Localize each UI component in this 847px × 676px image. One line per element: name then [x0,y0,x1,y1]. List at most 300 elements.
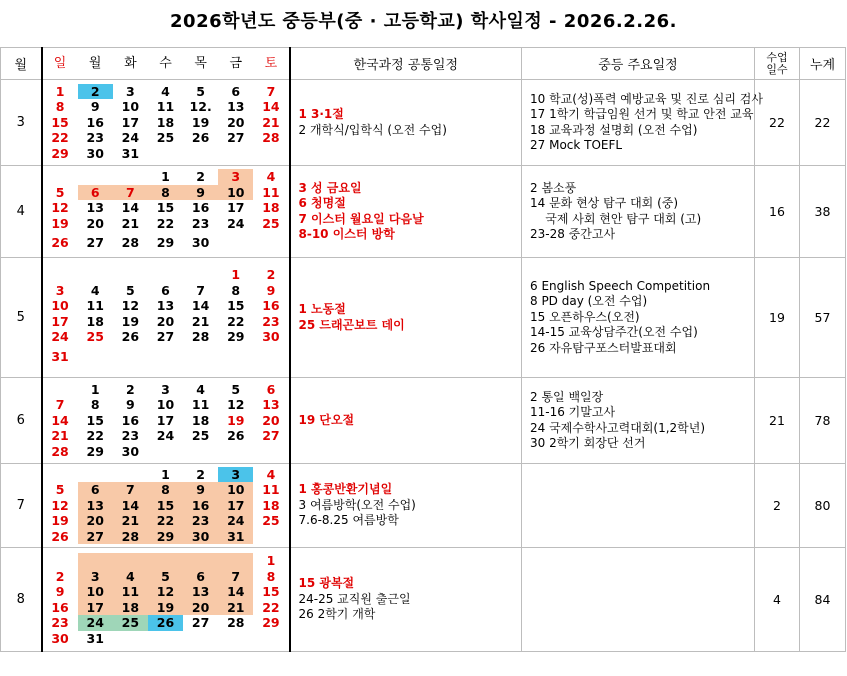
calendar-day: 28 [262,130,280,146]
weekday-mon: 월 [88,56,102,71]
calendar-day [148,553,183,569]
calendar-day: 26 [148,615,183,631]
calendar-week [43,513,289,529]
calendar-day: 24 [156,428,175,444]
calendar-day [43,553,78,569]
calendar-day: 22 [86,428,104,444]
middle-event: 23-28 중간고사 [530,227,616,241]
calendar-day [218,631,253,647]
calendar-day: 8 [231,282,241,298]
cumulative-header: 누계 [800,48,846,80]
calendar-day: 14 [218,584,253,600]
calendar-day: 24 [218,513,253,529]
calendar-day: 25 [86,329,104,345]
month-row [1,166,846,258]
calendar-week [43,569,289,585]
calendar-week [43,267,289,283]
calendar-day [113,267,148,283]
calendar-day: 4 [266,466,276,482]
calendar-day [253,529,288,545]
cumulative-value: 57 [800,258,846,378]
month-calendar-grid [42,548,290,652]
month-row [1,378,846,464]
calendar-day: 27 [156,329,175,345]
calendar-day: 4 [113,569,148,585]
middle-event: 2 봄소풍 [530,180,577,195]
calendar-week [43,115,289,131]
header-row [1,48,846,80]
calendar-day: 29 [148,529,183,545]
month-row [1,464,846,548]
calendar-day [183,267,218,283]
month-label: 8 [1,548,42,652]
calendar-day: 12 [121,298,140,314]
middle-schedule-cell [522,464,755,548]
holiday-event: 1 3·1절 [298,107,344,121]
holiday-event: 15 광복절 [298,576,355,591]
calendar-day: 20 [156,313,175,329]
middle-schedule-cell [522,548,755,652]
calendar-day: 11 [191,397,210,413]
calendar-day: 21 [191,313,210,329]
calendar-week [43,444,289,460]
calendar-day: 22 [51,130,69,146]
calendar-day: 8 [55,99,65,115]
calendar-day: 26 [191,130,210,146]
calendar-day: 6 [161,282,170,298]
holiday-event: 19 단오절 [298,412,355,427]
calendar-day: 18 [156,114,175,130]
calendar-week [43,130,289,146]
calendar-day: 4 [90,282,100,298]
calendar-day [148,444,183,460]
calendar-day: 7 [113,185,148,201]
common-event: 2 개학식/입학식 (오전 수업) [298,122,447,137]
weekday-tue: 화 [124,56,137,71]
middle-event: 8 PD day (오전 수업) [530,294,648,309]
calendar-day: 11 [262,184,280,200]
calendar-day: 13 [183,584,218,600]
month-calendar-grid [42,80,290,166]
calendar-day: 12. [189,99,212,115]
class-days-value: 22 [755,80,800,166]
calendar-day [43,267,78,283]
calendar-day [183,444,218,460]
middle-event: 2 통일 백일장 [530,389,604,404]
calendar-day: 15 [227,298,245,314]
calendar-day: 13 [262,397,280,413]
calendar-day: 7 [196,282,205,298]
month-calendar-grid [42,166,290,258]
month-label: 5 [1,258,42,378]
calendar-day: 25 [191,428,210,444]
middle-schedule-header: 중등 주요일정 [522,48,755,80]
calendar-day: 8 [148,185,183,201]
calendar-day: 2 [55,568,65,584]
calendar-day: 11 [86,298,104,314]
weekday-wed: 수 [159,56,172,71]
calendar-day: 2 [196,169,205,184]
calendar-day: 21 [121,215,140,231]
class-days-value: 4 [755,548,800,652]
middle-event: 14-15 교육상담주간(오전 수업) [530,325,698,340]
calendar-day: 30 [86,145,104,161]
middle-event: 24 국제수학사고력대회(1,2학년) [530,420,706,435]
calendar-day [183,553,218,569]
holiday-event: 8-10 이스터 방학 [298,227,395,241]
calendar-day: 27 [86,235,104,250]
calendar-day: 25 [262,215,280,231]
common-schedule-cell [290,80,522,166]
calendar-week [43,529,289,545]
calendar-day: 3 [78,569,113,585]
month-calendar-grid [42,464,290,548]
calendar-day: 5 [126,282,135,298]
calendar-day: 6 [78,185,113,201]
common-schedule-cell [290,548,522,652]
calendar-day [78,553,113,569]
weekday-header [42,48,290,80]
calendar-day: 29 [51,145,69,161]
class-days-value: 19 [755,258,800,378]
calendar-day: 1 [266,553,276,568]
calendar-day: 6 [183,569,218,585]
month-row [1,258,846,378]
calendar-day [148,146,183,162]
calendar-day: 26 [51,235,69,250]
calendar-day: 19 [51,513,69,529]
calendar-day: 18 [262,200,280,215]
cumulative-value: 22 [800,80,846,166]
middle-event: 26 자유탐구포스터발표대회 [530,340,677,355]
calendar-week [43,345,289,368]
calendar-day: 31 [121,145,140,161]
calendar-day: 7 [266,83,276,99]
calendar-day: 19 [191,114,210,130]
calendar-day: 2 [196,466,205,482]
calendar-day: 17 [218,498,253,514]
calendar-day: 10 [51,298,69,314]
calendar-day: 13 [156,298,175,314]
month-row [1,80,846,166]
calendar-day: 17 [156,412,175,428]
holiday-event: 25 드래곤보트 데이 [298,317,405,332]
common-event: 3 여름방학(오전 수업) [298,497,416,512]
calendar-day: 19 [227,412,245,428]
calendar-week [43,216,289,232]
calendar-day: 14 [191,298,210,314]
calendar-day: 3 [218,169,253,185]
calendar-day: 24 [51,329,69,345]
calendar-day: 27 [78,529,113,545]
calendar-week [43,428,289,444]
middle-event: 30 2학기 회장단 선거 [530,436,646,450]
weekday-sat: 토 [264,56,278,71]
calendar-day: 9 [183,185,218,201]
calendar-day: 14 [262,99,280,115]
class-days-value: 21 [755,378,800,464]
middle-event: 27 Mock TOEFL [530,138,623,152]
calendar-week [43,185,289,201]
calendar-day: 25 [113,615,148,631]
calendar-day: 28 [113,529,148,545]
calendar-day: 11 [113,584,148,600]
weekday-fri: 금 [229,56,243,71]
class-days-value: 16 [755,166,800,258]
calendar-week [43,298,289,314]
calendar-day: 1 [161,466,170,482]
calendar-day [113,631,148,647]
calendar-day: 24 [227,215,245,231]
calendar-day: 20 [227,114,245,130]
calendar-day: 17 [121,114,140,130]
calendar-day: 20 [78,513,113,529]
calendar-day: 21 [262,114,280,130]
calendar-day [218,146,253,162]
calendar-day: 20 [262,412,280,428]
calendar-day: 22 [148,513,183,529]
calendar-day: 14 [121,200,140,215]
calendar-day: 11 [156,99,175,115]
month-header: 월 [1,48,42,80]
calendar-week [43,584,289,600]
calendar-week [43,314,289,330]
calendar-day [43,169,78,185]
calendar-day: 23 [262,313,280,329]
middle-event: 6 English Speech Competition [530,278,711,293]
calendar-week [43,99,289,115]
calendar-day: 3 [161,381,170,397]
month-calendar-grid [42,378,290,464]
calendar-day: 15 [148,498,183,514]
calendar-day: 27 [262,428,280,444]
calendar-day: 16 [86,114,104,130]
calendar-day: 22 [156,215,175,231]
calendar-day: 12 [148,584,183,600]
calendar-day: 26 [227,428,245,444]
calendar-day: 10 [78,584,113,600]
calendar-day: 2 [78,84,113,100]
calendar-day: 15 [262,584,280,599]
calendar-day: 22 [262,599,280,615]
calendar-day: 13 [78,498,113,514]
holiday-event: 1 노동절 [298,302,346,316]
calendar-day [253,146,288,162]
calendar-week [43,498,289,514]
calendar-day: 5 [196,83,205,99]
calendar-week [43,397,289,413]
calendar-week [43,615,289,631]
calendar-day: 9 [55,584,65,599]
calendar-day: 8 [266,568,276,584]
calendar-week [43,482,289,498]
middle-schedule-cell [522,80,763,166]
calendar-day: 7 [55,397,65,413]
calendar-day [218,553,253,569]
holiday-event: 6 청명절 [298,196,346,210]
common-schedule-cell [290,166,522,258]
page-title: 2026학년도 중등부(중 · 고등학교) 학사일정 - 2026.2.26. [170,11,677,32]
cumulative-value: 80 [800,464,846,548]
calendar-day: 7 [218,569,253,585]
calendar-day: 10 [218,482,253,498]
calendar-day [78,267,113,283]
calendar-day: 29 [262,615,280,630]
calendar-day: 26 [51,528,69,544]
calendar-day: 24 [121,130,140,146]
calendar-day: 9 [266,282,276,298]
calendar-day: 16 [191,200,210,215]
calendar-day: 23 [86,130,104,146]
calendar-week [43,146,289,162]
calendar-day: 5 [148,569,183,585]
calendar-day: 2 [266,267,276,283]
calendar-day: 18 [86,313,104,329]
calendar-day: 17 [227,200,245,215]
calendar-day: 31 [86,630,104,646]
calendar-week [43,200,289,216]
calendar-day: 21 [113,513,148,529]
calendar-day [253,444,288,460]
calendar-day: 19 [51,215,69,231]
calendar-day: 31 [51,348,69,364]
calendar-day: 29 [86,443,104,459]
calendar-day: 14 [113,498,148,514]
calendar-day: 18 [113,600,148,616]
calendar-day: 15 [156,200,175,215]
holiday-event: 7 이스터 월요일 다음날 [298,211,424,226]
common-schedule-cell [290,464,522,548]
calendar-day: 17 [78,600,113,616]
calendar-day: 28 [51,443,69,459]
calendar-week [43,413,289,429]
calendar-day: 10 [156,397,175,413]
middle-schedule-cell [522,378,755,464]
calendar-day: 4 [196,381,205,397]
calendar-day: 9 [126,397,135,413]
calendar-week [43,169,289,185]
month-label: 4 [1,166,42,258]
calendar-day: 13 [227,99,245,115]
calendar-day: 8 [148,482,183,498]
calendar-week [43,382,289,398]
calendar-day: 22 [227,313,245,329]
calendar-day: 15 [51,114,69,130]
weekday-sun: 일 [53,56,67,71]
common-schedule-header: 한국과정 공통일정 [290,48,522,80]
calendar-day: 18 [191,412,210,428]
calendar-day: 3 [126,83,135,99]
calendar-day: 4 [161,83,170,99]
calendar-day: 18 [262,497,280,513]
common-event: 26 2학기 개학 [298,607,376,622]
middle-event: 14 문화 현상 탐구 대회 (중) [530,196,679,210]
calendar-day: 30 [51,630,69,646]
cumulative-value: 78 [800,378,846,464]
middle-schedule-cell [522,166,755,258]
calendar-day: 5 [55,184,65,200]
calendar-day [43,382,78,398]
calendar-day: 20 [86,215,104,231]
calendar-day: 9 [183,482,218,498]
calendar-day [253,631,288,647]
calendar-day: 23 [183,513,218,529]
calendar-week [43,84,289,100]
calendar-day: 21 [51,428,69,444]
month-label: 3 [1,80,42,166]
academic-calendar-table [0,47,846,652]
calendar-day: 26 [121,329,140,345]
calendar-week [43,231,289,254]
calendar-day: 29 [227,329,245,345]
middle-event: 10 학교(성)폭력 예방교육 및 진로 심리 검사 [530,91,763,106]
calendar-week [43,283,289,299]
calendar-day [183,631,218,647]
cumulative-value: 84 [800,548,846,652]
calendar-day: 4 [266,169,276,184]
calendar-week [43,553,289,569]
calendar-day: 7 [113,482,148,498]
middle-event: 17 1학기 학급임원 선거 및 학교 안전 교육 [530,107,754,121]
calendar-day: 17 [51,313,69,329]
calendar-day: 5 [55,482,65,498]
calendar-day: 30 [191,235,210,250]
common-event: 24-25 교직원 출근일 [298,591,411,606]
common-event: 7.6-8.25 여름방학 [298,513,399,528]
calendar-day: 16 [183,498,218,514]
month-calendar-grid [42,258,290,378]
calendar-day: 16 [262,298,280,314]
calendar-day: 31 [218,529,253,545]
middle-event: 18 교육과정 설명회 (오전 수업) [530,122,698,137]
calendar-day: 30 [262,329,280,345]
calendar-day: 8 [90,397,100,413]
calendar-day: 28 [121,235,140,250]
calendar-day: 23 [121,428,140,444]
middle-event: 11-16 기말고사 [530,405,616,419]
calendar-day: 16 [51,599,69,615]
calendar-day: 6 [266,381,276,397]
month-label: 7 [1,464,42,548]
holiday-event: 3 성 금요일 [298,180,362,195]
calendar-day [78,467,113,483]
calendar-day: 9 [90,99,100,115]
middle-event: 15 오픈하우스(오전) [530,309,640,324]
calendar-day [113,169,148,185]
calendar-day: 29 [156,235,175,250]
calendar-day: 30 [121,443,140,459]
calendar-day: 27 [191,615,210,630]
class-days-value: 2 [755,464,800,548]
calendar-day: 6 [231,83,241,99]
calendar-day: 24 [78,615,113,631]
calendar-day: 11 [262,482,280,498]
calendar-day: 28 [227,615,245,630]
calendar-day: 25 [262,513,280,529]
calendar-day: 6 [78,482,113,498]
calendar-day: 19 [121,313,140,329]
calendar-day: 20 [183,600,218,616]
calendar-day [218,444,253,460]
calendar-day: 10 [218,185,253,201]
calendar-day: 3 [218,467,253,483]
calendar-day: 13 [86,200,104,215]
calendar-day: 1 [55,83,65,99]
calendar-week [43,631,289,647]
calendar-day: 27 [227,130,245,146]
calendar-day: 14 [51,412,69,428]
calendar-day: 23 [51,615,69,630]
